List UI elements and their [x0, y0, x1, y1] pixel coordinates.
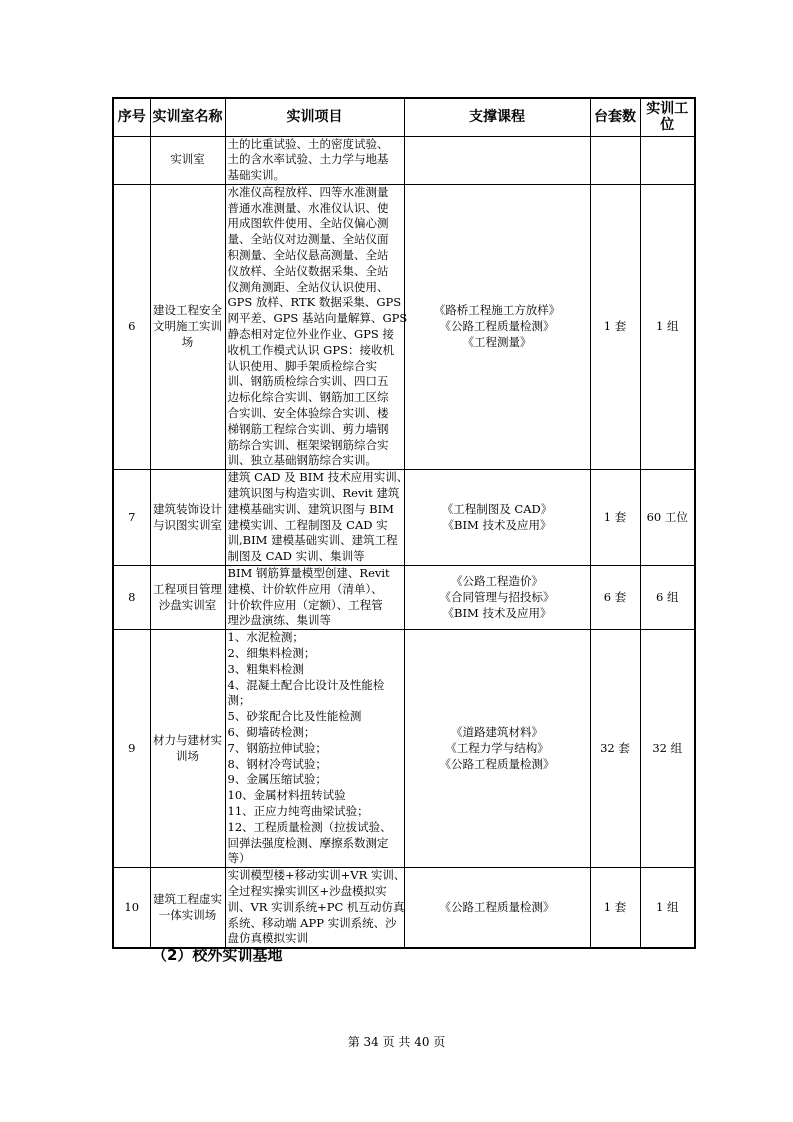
project-line: 合实训、安全体验综合实训、楼 — [227, 406, 389, 421]
project-line: 训、独立基础钢筋综合实训。 — [227, 453, 377, 468]
project-line: 2、细集料检测； — [227, 646, 316, 660]
project-line: 筋综合实训、框架梁钢筋综合实 — [227, 437, 389, 452]
project-line: 3、粗集料检测 — [227, 661, 304, 676]
course-line: 《道路建筑材料》 — [451, 724, 543, 739]
project-line: 收机工作模式认识 GPS：接收机 — [227, 342, 394, 357]
row-sets: 1 套 — [590, 868, 640, 948]
header-project: 实训项目 — [225, 98, 404, 136]
project-line: 12、工程质量检测（拉拔试验、 — [227, 819, 392, 834]
project-line: 量、全站仪对边测量、全站仪面 — [227, 232, 389, 247]
row-sets: 6 套 — [590, 566, 640, 630]
project-line: 系统、移动端 APP 实训系统、沙 — [227, 915, 397, 930]
row-room: 实训室 — [150, 136, 225, 184]
row-no: 6 — [113, 184, 150, 469]
project-line: 8、钢材冷弯试验； — [227, 756, 327, 771]
row-course — [404, 868, 590, 948]
project-line: 9、金属压缩试验； — [227, 772, 327, 787]
row-no: 9 — [113, 630, 150, 868]
project-line: BIM 钢筋算量模型创建、Revit — [227, 566, 390, 581]
project-line: 边标化综合实训、钢筋加工区综 — [227, 390, 389, 405]
project-line: 用成图软件使用、全站仪偏心测 — [227, 216, 389, 231]
row-no: 7 — [113, 470, 150, 566]
row-project — [225, 566, 404, 630]
table-row — [113, 566, 695, 630]
row-no — [113, 136, 150, 184]
row-project — [225, 184, 408, 469]
table-row — [113, 470, 695, 566]
row-stations: 1 组 — [640, 868, 695, 948]
course-line: 《路桥工程施工方放样》 — [433, 303, 561, 318]
project-line: 训、钢筋质检综合实训、四口五 — [227, 374, 389, 389]
project-line: 基础实训。 — [227, 168, 285, 183]
project-line: 认识使用、脚手架质检综合实 — [227, 358, 377, 373]
table-row — [113, 184, 695, 469]
row-sets: 1 套 — [590, 470, 640, 566]
project-line: 等） — [227, 851, 251, 866]
project-line: 1、水泥检测； — [227, 630, 304, 645]
project-line: 11、正应力纯弯曲梁试验； — [227, 803, 369, 818]
project-line: 4、混凝土配合比设计及性能检 — [227, 677, 385, 692]
project-line: GPS 放样、RTK 数据采集、GPS — [227, 295, 402, 310]
project-line: 训、VR 实训系统+PC 机互动仿真 — [227, 899, 405, 914]
table-row — [113, 868, 695, 948]
row-sets — [590, 136, 640, 184]
row-no: 8 — [113, 566, 150, 630]
course-line: 《合同管理与招投标》 — [439, 589, 555, 604]
course-line: 《公路工程质量检测》 — [439, 756, 555, 771]
row-project — [225, 868, 404, 948]
row-project — [225, 470, 409, 566]
header-stations: 实训工位 — [640, 98, 695, 136]
project-line: 普通水准测量、水准仪认识、使 — [227, 200, 389, 215]
project-line: 土的比重试验、土的密度试验、 — [227, 136, 389, 151]
row-project — [225, 136, 404, 184]
project-line: 训,BIM 建模基础实训、建筑工程 — [227, 533, 398, 548]
project-line: 5、砂浆配合比及性能检测 — [227, 709, 362, 724]
row-project — [225, 630, 404, 868]
project-line: 制图及 CAD 实训、集训等 — [227, 549, 365, 564]
row-course — [404, 566, 590, 630]
table-row — [113, 630, 695, 868]
row-course — [404, 184, 590, 469]
course-line: 《BIM 技术及应用》 — [442, 517, 552, 532]
table-row — [113, 136, 695, 184]
project-line: 静态相对定位外业作业、GPS 接 — [227, 327, 394, 342]
header-no: 序号 — [113, 98, 150, 136]
project-line: 回弹法强度检测、摩擦系数测定 — [227, 835, 389, 850]
project-line: 7、钢筋拉伸试验； — [227, 740, 327, 755]
row-room: 建筑装饰设计与识图实训室 — [150, 470, 225, 566]
row-sets: 1 套 — [590, 184, 640, 469]
project-line: 仪测角测距、全站仪认识使用、 — [227, 279, 389, 294]
row-room: 建设工程安全文明施工实训场 — [150, 184, 225, 469]
project-line: 土的含水率试验、土力学与地基 — [227, 152, 389, 167]
row-no: 10 — [113, 868, 150, 948]
row-course — [404, 136, 590, 184]
project-line: 10、金属材料扭转试验 — [227, 788, 346, 803]
project-line: 全过程实操实训区+沙盘模拟实 — [227, 883, 387, 898]
project-line: 积测量、全站仪悬高测量、全站 — [227, 248, 389, 263]
project-line: 梯钢筋工程综合实训、剪力墙钢 — [227, 421, 389, 436]
project-line: 建筑识图与构造实训、Revit 建筑 — [227, 486, 400, 501]
project-line: 建模实训、工程制图及 CAD 实 — [227, 517, 388, 532]
project-line: 实训模型楼+移动实训+VR 实训、 — [227, 868, 406, 883]
row-stations: 1 组 — [640, 184, 695, 469]
course-line: 《公路工程造价》 — [451, 573, 543, 588]
project-line: 建模基础实训、建筑识图与 BIM — [227, 501, 394, 516]
row-room: 建筑工程虚实一体实训场 — [150, 868, 225, 948]
row-stations — [640, 136, 695, 184]
project-line: 理沙盘演练、集训等 — [227, 613, 331, 628]
row-course — [404, 470, 590, 566]
course-line: 《BIM 技术及应用》 — [442, 605, 552, 620]
course-line: 《工程测量》 — [462, 334, 532, 349]
project-line: 计价软件应用（定额）、工程管 — [227, 597, 383, 612]
course-line: 《工程制图及 CAD》 — [441, 501, 553, 516]
header-course: 支撑课程 — [404, 98, 590, 136]
header-room: 实训室名称 — [150, 98, 225, 136]
row-stations: 32 组 — [640, 630, 695, 868]
project-line: 建筑 CAD 及 BIM 技术应用实训、 — [227, 470, 409, 485]
page-footer: 第 34 页 共 40 页 — [347, 1035, 446, 1049]
section-heading: （2）校外实训基地 — [152, 946, 283, 964]
course-line: 《公路工程质量检测》 — [439, 319, 555, 334]
course-line: 《工程力学与结构》 — [445, 740, 549, 755]
project-line: 6、砌墙砖检测； — [227, 724, 316, 739]
row-stations: 6 组 — [640, 566, 695, 630]
project-line: 测； — [227, 693, 251, 708]
project-line: 网平差、GPS 基站向量解算、GPS — [227, 311, 408, 326]
row-course — [404, 630, 590, 868]
course-line: 《公路工程质量检测》 — [439, 899, 555, 914]
training-room-table — [112, 97, 696, 949]
row-room: 工程项目管理沙盘实训室 — [150, 566, 225, 630]
project-line: 水准仪高程放样、四等水准测量 — [227, 184, 389, 199]
table-header-row — [113, 98, 695, 136]
project-line: 盘仿真模拟实训 — [227, 931, 308, 946]
header-sets: 台套数 — [590, 98, 640, 136]
row-stations: 60 工位 — [640, 470, 695, 566]
project-line: 仪放样、全站仪数据采集、全站 — [227, 263, 389, 278]
row-sets: 32 套 — [590, 630, 640, 868]
row-room: 材力与建材实训场 — [150, 630, 225, 868]
project-line: 建模、计价软件应用（清单）、 — [227, 581, 383, 596]
